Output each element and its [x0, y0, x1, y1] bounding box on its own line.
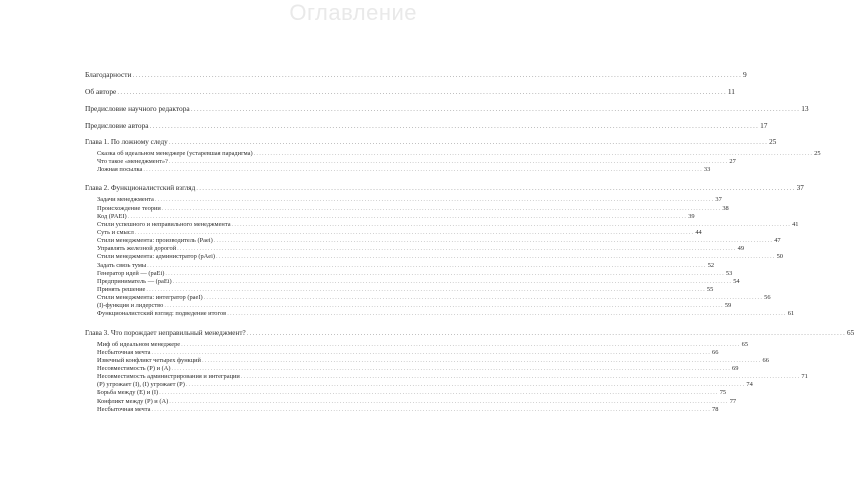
toc-section-entry[interactable]: [85, 397, 737, 406]
toc-page-number: 71: [801, 373, 808, 381]
toc-page-number: 53: [725, 269, 733, 277]
toc-section-entry[interactable]: [85, 253, 783, 261]
toc-page-number: 17: [760, 121, 768, 130]
dot-leader: ........................................................................................................................................................................................................: [196, 184, 796, 193]
toc-section-entry[interactable]: [85, 150, 821, 158]
dot-leader: ........................................................................................................................................................................................................: [151, 405, 711, 413]
toc-section-entry[interactable]: [85, 340, 749, 349]
toc-page-number: 11: [727, 87, 735, 96]
toc-entry-label: Стили менеджмента: производитель (Paei): [97, 237, 213, 245]
toc-page-number: 33: [703, 166, 711, 174]
toc-page-number: 75: [719, 389, 727, 397]
toc-page-number: 27: [729, 158, 736, 166]
toc-page-number: 52: [707, 261, 715, 269]
toc-entry-label: Принять решение: [97, 285, 146, 293]
toc-page-number: 56: [764, 294, 771, 302]
toc-section-entry[interactable]: [85, 228, 702, 237]
dot-leader: ........................................................................................................................................................................................................: [117, 87, 727, 96]
toc-section-entry[interactable]: [85, 348, 719, 357]
toc-front-entry[interactable]: [85, 100, 809, 117]
toc-page-number: 47: [774, 237, 781, 245]
toc-page-number: 65: [847, 328, 854, 337]
toc-section-entry[interactable]: [85, 158, 736, 166]
dot-leader: ........................................................................................................................................................................................................: [227, 310, 787, 318]
toc-page-number: 61: [787, 310, 795, 318]
dot-leader: ........................................................................................................................................................................................................: [168, 138, 769, 146]
toc-entry-label: Суть и смысл: [97, 228, 134, 236]
toc-page-number: 50: [776, 253, 783, 261]
dot-leader: ........................................................................................................................................................................................................: [132, 70, 743, 79]
toc-entry-label: Сказка об идеальном менеджере (устаревшая парадигма): [97, 150, 253, 157]
dot-leader: ........................................................................................................................................................................................................: [177, 245, 737, 253]
toc-entry-label: Что такое «менеджмент»?: [97, 158, 168, 166]
toc-page-number: 77: [729, 397, 737, 405]
dot-leader: ........................................................................................................................................................................................................: [216, 253, 776, 261]
toc-section-entry[interactable]: [85, 220, 799, 229]
toc-entry-label: Конфликт между (P) и (A): [97, 397, 169, 405]
toc-section-entry[interactable]: [85, 381, 753, 389]
dot-leader: ........................................................................................................................................................................................................: [134, 228, 695, 236]
toc-section-entry[interactable]: [85, 245, 745, 253]
toc-entry-label: Предприниматель — (paEi): [97, 277, 172, 285]
spacer: [85, 414, 418, 420]
toc-entry-label: Несбыточная мечта: [97, 348, 151, 356]
dot-leader: ........................................................................................................................................................................................................: [146, 285, 706, 293]
dot-leader: ........................................................................................................................................................................................................: [231, 220, 792, 228]
toc-section-entry[interactable]: [85, 196, 722, 204]
dot-leader: ........................................................................................................................................................................................................: [172, 277, 733, 285]
dot-leader: ........................................................................................................................................................................................................: [201, 356, 762, 364]
toc-section-entry[interactable]: [85, 285, 714, 294]
toc-section-entry[interactable]: [85, 237, 781, 245]
toc-section-entry[interactable]: [85, 364, 739, 373]
toc-page-number: 66: [712, 348, 719, 356]
dot-leader: ........................................................................................................................................................................................................: [165, 269, 725, 277]
dot-leader: ........................................................................................................................................................................................................: [164, 302, 724, 310]
toc-section-entry[interactable]: [85, 212, 695, 221]
toc-entry-label: Предисловие научного редактора: [85, 104, 190, 113]
toc-page-number: 59: [724, 302, 732, 310]
toc-front-entry[interactable]: [85, 117, 768, 134]
dot-leader: ........................................................................................................................................................................................................: [147, 261, 707, 269]
toc-chapter-entry[interactable]: [85, 328, 854, 338]
toc-page-number: 37: [796, 184, 804, 193]
toc-entry-label: Код (PAEI): [97, 212, 127, 220]
dot-leader: ........................................................................................................................................................................................................: [127, 212, 688, 220]
dot-leader: ........................................................................................................................................................................................................: [240, 373, 801, 381]
dot-leader: ........................................................................................................................................................................................................: [185, 381, 746, 389]
toc-chapter-entry[interactable]: [85, 183, 804, 193]
toc-page-number: 69: [732, 364, 739, 372]
toc-section-entry[interactable]: [85, 310, 795, 318]
toc-page-number: 44: [695, 228, 702, 236]
toc-entry-label: Происхождение теории: [97, 204, 161, 212]
dot-leader: ........................................................................................................................................................................................................: [190, 104, 801, 113]
toc-entry-label: Предисловие автора: [85, 121, 149, 130]
toc-entry-label: Стили менеджмента: администратор (pAei): [97, 253, 216, 261]
table-of-contents: [85, 66, 854, 420]
dot-leader: ........................................................................................................................................................................................................: [161, 204, 722, 212]
toc-page-number: 38: [722, 204, 729, 212]
toc-section-entry[interactable]: [85, 389, 727, 397]
toc-section-entry[interactable]: [85, 302, 732, 310]
toc-page-number: 55: [706, 285, 714, 293]
toc-entry-label: (P) угрожает (I), (I) угрожает (P): [97, 381, 185, 389]
toc-section-entry[interactable]: [85, 356, 769, 365]
toc-entry-label: Благодарности: [85, 70, 132, 79]
dot-leader: ........................................................................................................................................................................................................: [246, 328, 847, 337]
toc-entry-label: Несбыточная мечта: [97, 405, 151, 413]
toc-entry-label: Стили успешного и неправильного менеджмента: [97, 220, 231, 228]
toc-entry-label: Функционалистский взгляд: подведение итогов: [97, 310, 227, 318]
dot-leader: ........................................................................................................................................................................................................: [181, 340, 741, 348]
dot-leader: ........................................................................................................................................................................................................: [159, 389, 719, 397]
toc-page-number: 25: [814, 150, 821, 157]
toc-page-number: 9: [743, 70, 747, 79]
toc-front-entry[interactable]: [85, 66, 747, 83]
toc-front-entry[interactable]: [85, 83, 735, 100]
dot-leader: ........................................................................................................................................................................................................: [253, 150, 814, 157]
toc-page-number: 13: [801, 104, 809, 113]
toc-entry-label: Миф об идеальном менеджере: [97, 340, 181, 348]
dot-leader: ........................................................................................................................................................................................................: [149, 121, 760, 130]
page-title: Оглавление: [289, 0, 417, 25]
toc-page-number: 65: [741, 340, 749, 348]
dot-leader: ........................................................................................................................................................................................................: [213, 237, 774, 245]
toc-section-entry[interactable]: [85, 261, 715, 270]
toc-page-number: 54: [733, 277, 740, 285]
toc-entry-label: (I)-функция и лидерство: [97, 302, 164, 310]
toc-entry-label: Ложная посылка: [97, 166, 143, 174]
toc-section-entry[interactable]: [85, 204, 729, 213]
toc-entry-label: Несовместимость администрирования и интеграции: [97, 373, 240, 381]
toc-entry-label: Глава 2. Функционалистский взгляд: [85, 184, 196, 193]
toc-section-entry[interactable]: [85, 277, 740, 286]
toc-section-entry[interactable]: [85, 166, 711, 174]
dot-leader: ........................................................................................................................................................................................................: [143, 166, 703, 174]
toc-entry-label: Глава 1. По ложному следу: [85, 138, 168, 146]
dot-leader: ........................................................................................................................................................................................................: [151, 348, 711, 356]
toc-entry-label: Управлять железной дорогой: [97, 245, 177, 253]
toc-entry-label: Об авторе: [85, 87, 117, 96]
toc-entry-label: Задать связь тумы: [97, 261, 147, 269]
toc-page-number: 25: [769, 138, 777, 146]
toc-entry-label: Извечный конфликт четырех функций: [97, 356, 201, 364]
toc-page-number: 78: [712, 405, 719, 413]
dot-leader: ........................................................................................................................................................................................................: [171, 364, 732, 372]
dot-leader: ........................................................................................................................................................................................................: [168, 158, 729, 166]
toc-section-entry[interactable]: [85, 405, 719, 414]
toc-chapter-entry[interactable]: [85, 137, 777, 147]
toc-page-number: 41: [792, 220, 799, 228]
toc-entry-label: Несовместимость (P) и (A): [97, 364, 171, 372]
toc-section-entry[interactable]: [85, 269, 733, 278]
toc-page-number: 66: [762, 356, 769, 364]
dot-leader: ........................................................................................................................................................................................................: [203, 294, 764, 302]
toc-entry-label: Задачи менеджмента: [97, 196, 154, 204]
dot-leader: ........................................................................................................................................................................................................: [154, 196, 715, 204]
toc-page-number: 39: [688, 212, 695, 220]
toc-entry-label: Глава 3. Что порождает неправильный менеджмент?: [85, 328, 246, 337]
toc-entry-label: Борьба между (E) и (I): [97, 389, 159, 397]
toc-section-entry[interactable]: [85, 373, 808, 381]
toc-entry-label: Стили менеджмента: интегратор (paeI): [97, 294, 203, 302]
toc-section-entry[interactable]: [85, 294, 771, 302]
toc-entry-label: Генератор идей — (paEi): [97, 269, 165, 277]
toc-page-number: 37: [715, 196, 722, 204]
toc-page-number: 49: [737, 245, 745, 253]
dot-leader: ........................................................................................................................................................................................................: [169, 397, 729, 405]
toc-page-number: 74: [746, 381, 753, 389]
